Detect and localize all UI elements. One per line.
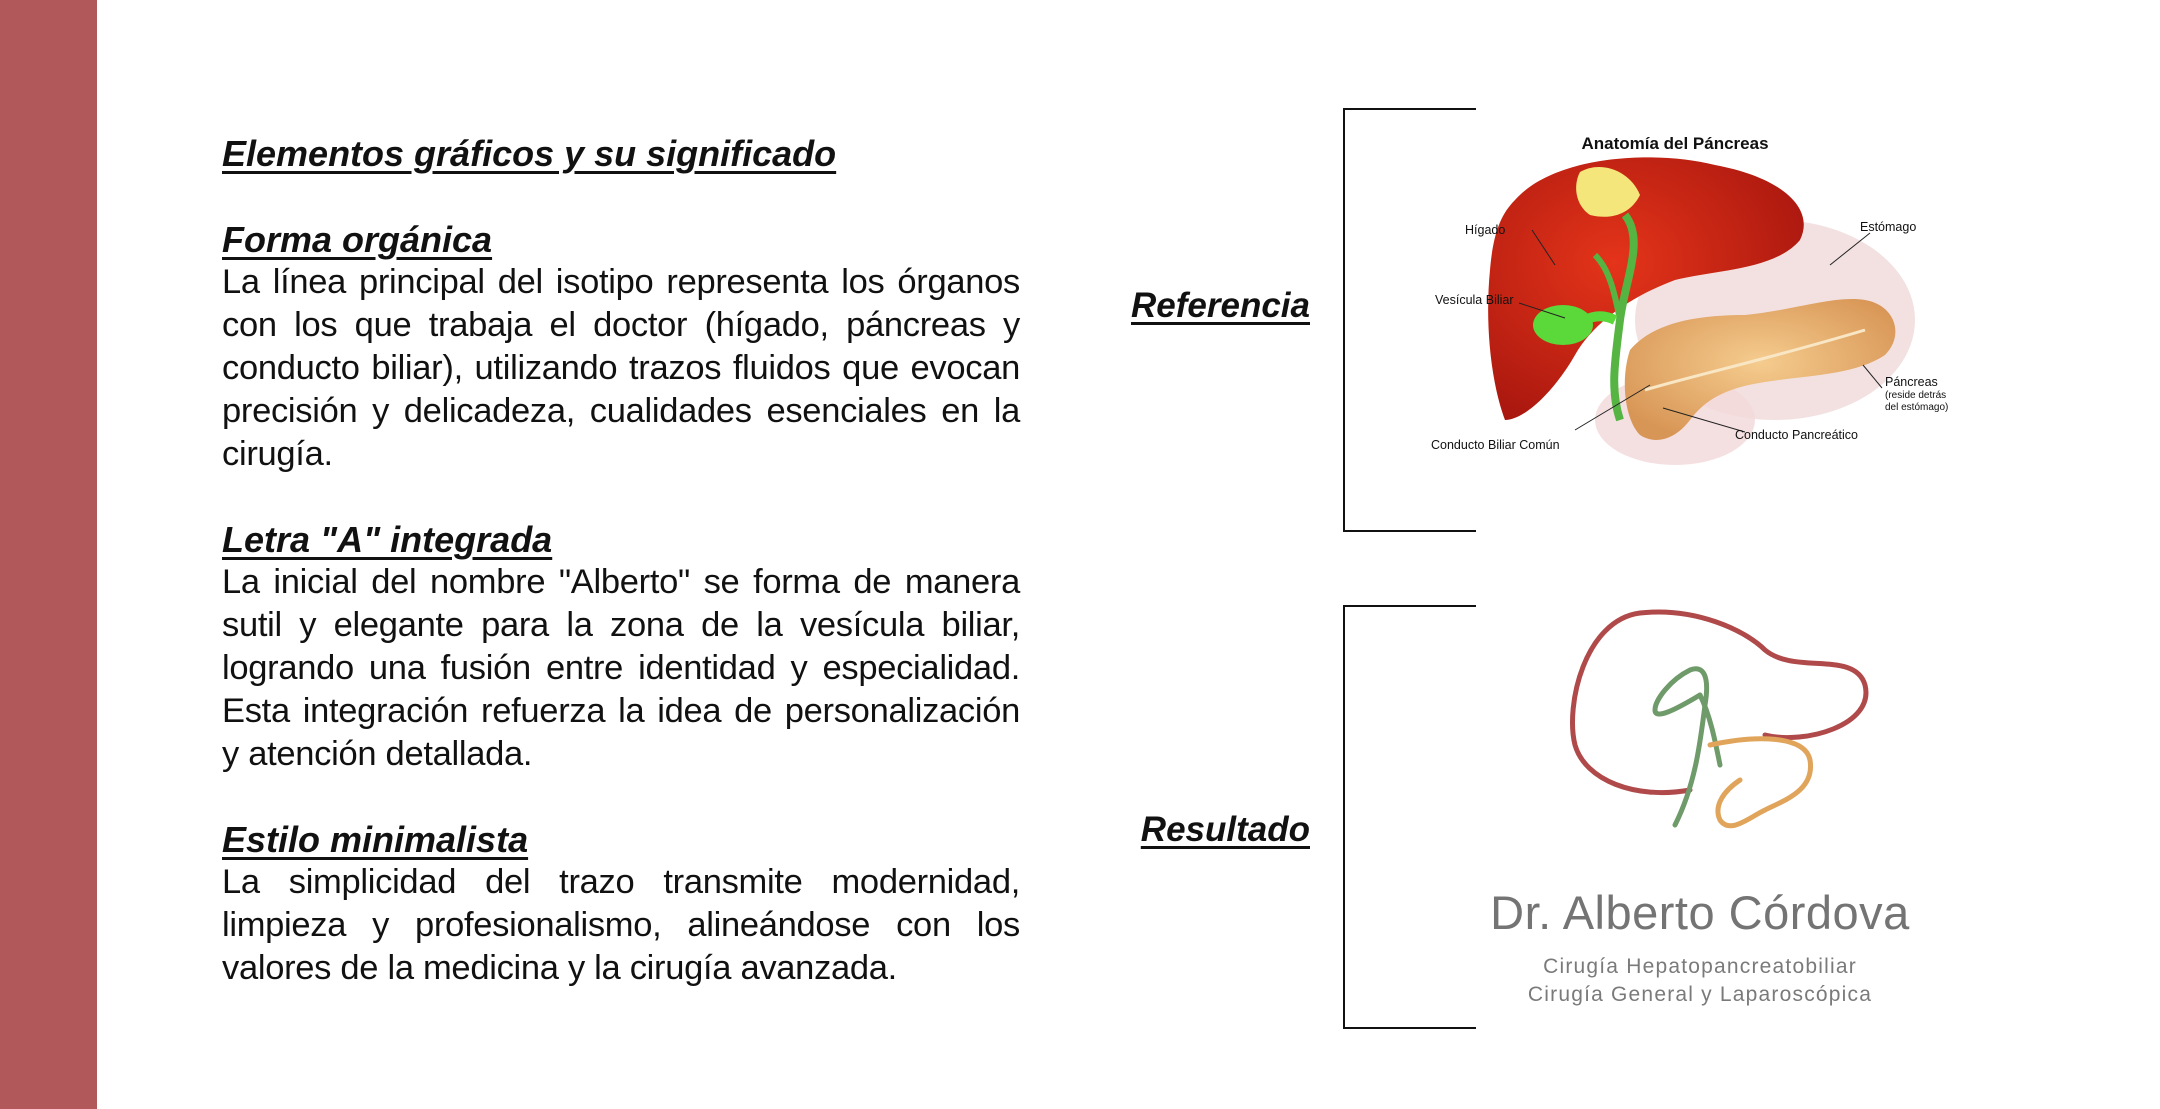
section-forma-organica xyxy=(222,218,1020,476)
pancreas-note: (reside detrás xyxy=(1885,390,1947,401)
section-title: Letra "A" integrada xyxy=(222,519,553,560)
page-title: Elementos gráficos y su significado xyxy=(222,133,837,174)
common-bile-duct-label: Conducto Biliar Común xyxy=(1431,438,1560,452)
section-body: La línea principal del isotipo representa los órganos con los que trabaja el doctor (hígado, páncreas y conducto biliar), utilizando trazos fluidos que evocan precisión y delicadeza, cualidades esenciales en la cirugía. xyxy=(222,263,1020,473)
stomach-label: Estómago xyxy=(1860,220,1917,234)
specialty-line-2: Cirugía General y Laparoscópica xyxy=(1527,983,1873,1006)
section-body: La simplicidad del trazo transmite modernidad, limpieza y profesionalismo, alineándose con los valores de la medicina y la cirugía avanzada. xyxy=(222,863,1020,987)
gallbladder-label: Vesícula Biliar xyxy=(1435,293,1514,307)
pancreatic-duct-label: Conducto Pancreático xyxy=(1735,428,1858,442)
section-body: La inicial del nombre "Alberto" se forma de manera sutil y elegante para la zona de la vesícula biliar, logrando una fusión entre identidad y especialidad. Esta integración refuerza la idea de personalización y atención detallada. xyxy=(222,563,1020,773)
result-bracket xyxy=(1343,605,1476,1029)
reference-label: Referencia xyxy=(1131,286,1310,325)
isotype-icon xyxy=(1465,595,1935,875)
section-estilo-minimalista xyxy=(222,818,1020,990)
doctor-logo xyxy=(1465,595,1935,1025)
result-label: Resultado xyxy=(1140,810,1310,849)
pancreas-note: del estómago) xyxy=(1885,402,1949,413)
section-title: Forma orgánica xyxy=(222,219,493,260)
illustration-title: Anatomía del Páncreas xyxy=(1581,134,1769,153)
text-column xyxy=(222,130,1020,1032)
left-accent-bar xyxy=(0,0,97,1109)
section-title: Estilo minimalista xyxy=(222,819,529,860)
doctor-name: Dr. Alberto Córdova xyxy=(1490,886,1910,939)
pancreas-label: Páncreas xyxy=(1885,375,1938,389)
liver-label: Hígado xyxy=(1465,223,1506,237)
section-letra-a xyxy=(222,518,1020,776)
specialty-line-1: Cirugía Hepatopancreatobiliar xyxy=(1543,955,1857,978)
pancreas-anatomy-illustration xyxy=(1415,120,1955,480)
